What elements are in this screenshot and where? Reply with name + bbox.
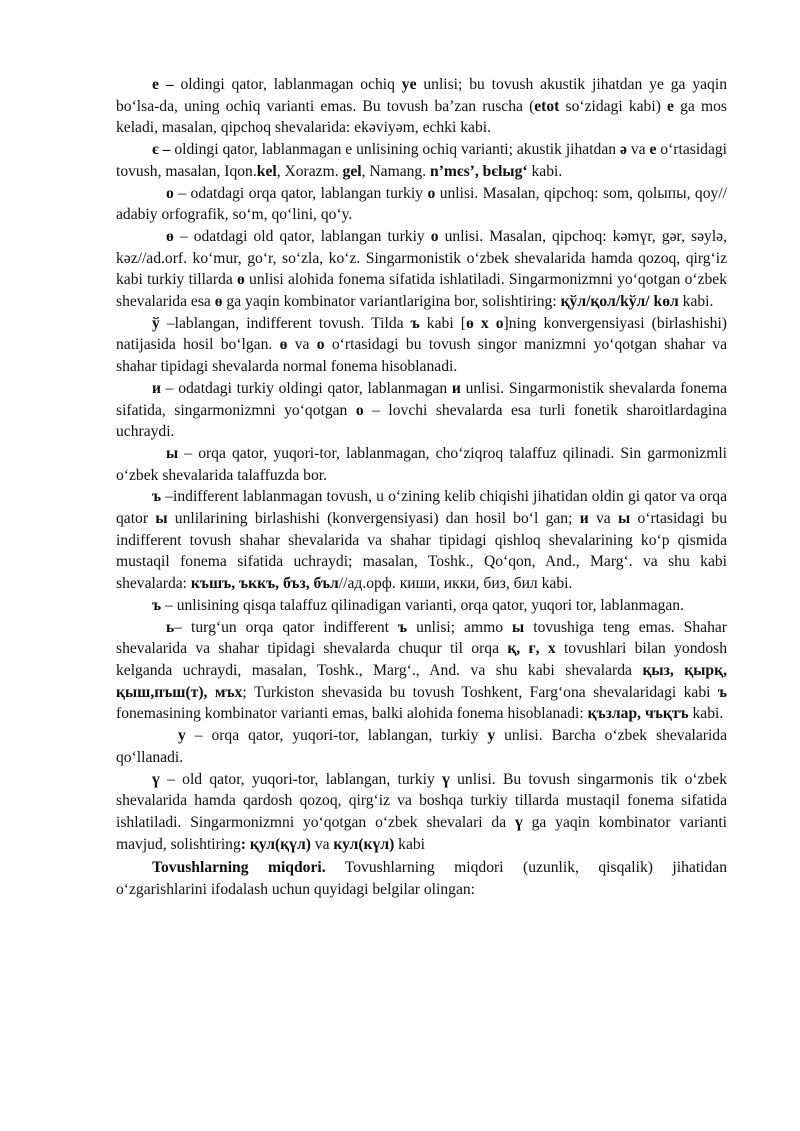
document-page [116,74,727,901]
bold-term: ў [152,314,160,332]
text-run: unlisi. Masalan, qipchoq: som, qolыпы, qoy// adabiy orfografik, so‘m, qo‘lini, qo‘y. [116,184,727,224]
bold-term: gel [342,162,362,180]
paragraph-p1 [116,74,727,139]
bold-term: ы [618,510,631,528]
text-run: ; Turkiston shevasida bu tovush Toshkent, Farg‘ona shevalaridagi kabi [242,683,718,701]
text-run: fonemasining kombinator varianti emas, balki alohida fonema hisoblanadi: [116,705,588,723]
paragraph-p3 [116,183,727,226]
bold-term: қ, ғ, х [507,640,556,658]
bold-term: и [579,510,589,528]
bold-term: ө [237,271,245,289]
bold-term: ye [401,76,417,93]
text-run: unlisi. Barcha o‘zbek shevalarida qo‘llanadi. [116,727,727,766]
bold-term: o [166,184,174,202]
text-run: Tovushlarning miqdori (uzunlik, qisqalik) jihatidan o‘zgarishlarini ifodalash uchun quyidagi belgilar olingan: [116,859,728,899]
bold-term: ө x o [465,314,504,332]
bold-term: Tovushlarning miqdori. [152,859,326,877]
bold-term: ъ [152,596,162,614]
bold-term: ө [279,336,288,354]
paragraph-p10 [116,617,727,726]
text-run: – orqa qator, yuqori-tor, lablanmagan, cho‘ziqroq talaffuz qilinadi. Sin garmonizmli o‘zbek shevalarida talaffuzda bor. [116,444,727,484]
text-run: tovushlari bilan yondosh kelganda uchraydi, masalan, Toshk., Marg‘., And. va shu kabi shevalarda [116,640,727,679]
bold-term: ы [512,618,525,636]
text-run: unlisi; bu tovush akustik jihatdan ye ga yaqin bo‘lsa-da, uning ochiq varianti emas. Bu tovush ba’zan ruscha ( [116,76,727,115]
paragraph-p7 [116,443,727,486]
bold-term: ү [514,813,523,831]
paragraph-p12 [116,769,727,856]
bold-term: ы [166,444,179,462]
text-run: o‘rtasidagi bu tovush singor manizmni yo‘qotgan shahar va shahar tipidagi shevalarda normal fonema hisoblanadi. [116,336,728,376]
bold-term: и [152,379,161,397]
text-run: va [287,336,317,354]
bold-term: ө [166,227,174,245]
text-run: va [626,141,650,159]
bold-term: e – [152,76,174,93]
bold-term: e [667,97,674,115]
bold-term: etot [534,97,560,115]
bold-term: ъ [410,314,420,332]
text-run: – lovchi shevalarda esa turli fonetik sharoitlardagina uchraydi. [116,401,727,441]
paragraph-p9 [116,595,727,617]
text-run: –lablangan, indifferent tovush. Tilda [159,314,411,332]
bold-term: қўл/қол/kўл/ kөл [560,293,679,311]
text-run: – turg‘un orqa qator indifferent [174,618,398,636]
text-run: , Namang. [361,162,431,180]
text-run: kabi. [527,162,563,180]
text-run: kabi [ [419,314,466,332]
bold-term: ү [442,770,450,788]
text-run: va [310,835,334,853]
bold-term: қыз, қырқ, қыш,пъш(т), мъх [116,661,727,701]
text-run: tovushiga teng emas. Shahar shevalarida va shahar tipidagi shevalarda chuqur til orqa [116,618,727,658]
bold-term: у [178,727,186,745]
bold-term: o [316,336,325,354]
text-run: unlisi. Bu tovush singarmonis tik o‘zbek shevalarida hamda qardosh qozoq, qirg‘iz va boshqa turkiy tillarda mustaqil fonema sifatida ishlatiladi. Singarmonizmni yo‘qotgan o‘zbek shevalari da [116,770,728,831]
text-run: – odatdagi old qator, lablangan turkiy [173,227,431,245]
bold-term: ь [166,618,175,636]
bold-term: къшъ, ъккъ, бъз, бъл [190,575,339,593]
text-run: –indifferent lablanmagan tovush, u o‘zining kelib chiqishi jihatidan oldin gi qator va orqa qator [116,488,727,528]
text-run: o‘rtasidagi tovush, masalan, Iqon. [116,141,727,180]
bold-term: қъзлар, чъқтъ [587,705,689,723]
text-run: unlilarining birlashishi (konvergensiyasi) dan hosil bo‘l gan; [167,510,580,528]
text-run: unlisi. Singarmonistik shevalarda fonema sifatida, singarmonizmni yo‘qotgan [116,379,727,419]
text-run: kabi. [688,705,724,723]
bold-term: e [649,141,657,159]
paragraph-p13 [116,857,727,900]
text-run: oldingi qator, lablanmagan ochiq [173,76,402,93]
bold-term: и [451,379,461,397]
bold-term: ө [214,293,223,311]
bold-term: o [430,227,439,245]
paragraph-p6 [116,378,727,443]
paragraph-p8 [116,486,727,595]
text-run: – old qator, yuqori-tor, lablangan, turkiy [159,770,443,788]
paragraph-p4 [116,226,727,313]
text-run: unlisi alohida fonema sifatida ishlatiladi. Singarmonizmni yo‘qotgan o‘zbek shevalarida esa [116,271,728,311]
bold-term: o [427,184,436,202]
paragraph-p11 [116,725,727,768]
bold-term: ы [155,510,168,528]
text-run: oldingi qator, lablanmagan e unlisining ochiq varianti; akustik jihatdan [170,141,620,159]
bold-term: kel [256,162,277,180]
paragraph-p2 [116,139,727,182]
text-run: //ад.орф. киши, икки, биз, бил kabi. [338,575,573,593]
bold-term: ъ [152,488,162,506]
text-run: unlisi. Masalan, qipchoq: kəmүr, gər, səylə, kəz//ad.orf. ko‘mur, go‘r, so‘zla, ko‘z. Singarmonistik o‘zbek shevalarida hamda qozoq, qirg‘iz kabi turkiy tillarda [116,227,727,289]
text-run: , Xorazm. [276,162,343,180]
text-run: so‘zidagi kabi) [559,97,668,115]
bold-term: у [487,727,496,745]
text-run: ga yaqin kombinator variantlarigina bor, solishtiring: [222,293,561,311]
text-run: ga mos keladi, masalan, qipchoq shevalarida: ekəviyəm, echki kabi. [116,97,727,137]
bold-term: кул(күл) [333,835,395,853]
bold-term: o [355,401,364,419]
bold-term: n’mєs’, bєlыg‘ [430,162,528,180]
bold-term: : қул(қүл) [240,835,311,853]
text-run: o‘rtasidagi bu indifferent tovush shahar shevalarida va shahar tipidagi qishloq shevalarining ko‘p qismida mustaqil fonema sifatida uchraydi; masalan, Toshk., Qo‘qon, And., Marg‘. va shu kabi shevalarda: [116,510,728,593]
text-run: kabi [394,835,426,853]
text-run: ]ning konvergensiyasi (birlashishi) natijasida hosil bo‘lgan. [116,314,727,354]
text-run: – orqa qator, yuqori-tor, lablangan, turkiy [185,727,488,745]
paragraph-p5 [116,313,727,378]
text-run: ga yaqin kombinator varianti mavjud, solishtiring [116,813,727,853]
bold-term: є – [152,141,171,159]
text-run: – unlisining qisqa talaffuz qilinadigan varianti, orqa qator, yuqori tor, lablanmagan. [161,596,684,614]
text-run: unlisi; ammo [407,618,513,636]
bold-term: ү [152,770,160,788]
bold-term: ъ [397,618,408,636]
text-run: kabi. [678,293,714,311]
text-run: – odatdagi orqa qator, lablangan turkiy [173,184,428,202]
bold-term: ъ [717,683,727,701]
text-run: va [588,510,618,528]
bold-term: ə [619,141,627,159]
text-run: – odatdagi turkiy oldingi qator, lablanmagan [161,379,452,397]
